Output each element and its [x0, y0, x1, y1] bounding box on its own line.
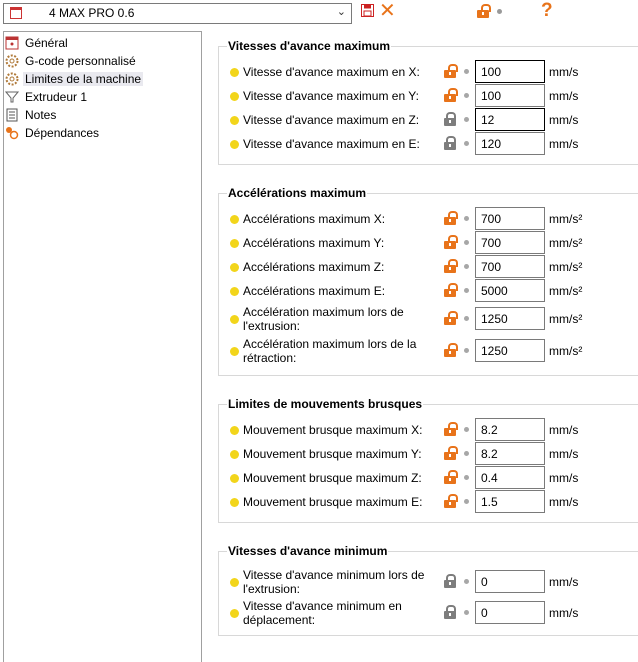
- unit-label: mm/s: [549, 423, 579, 437]
- status-dot-icon: [230, 215, 239, 224]
- lock-open-icon[interactable]: [444, 88, 456, 102]
- setting-label: Vitesse d'avance minimum en déplacement:: [243, 599, 402, 627]
- setting-label: Vitesse d'avance minimum lors de l'extrusion:: [243, 568, 425, 596]
- sidebar-item-extruder[interactable]: [5, 88, 87, 106]
- group-title: Limites de mouvements brusques: [228, 397, 423, 411]
- setting-label: Accélérations maximum Z:: [243, 260, 385, 274]
- lock-closed-icon[interactable]: [444, 574, 456, 588]
- status-dot-icon: [230, 68, 239, 77]
- setting-label: Mouvement brusque maximum E:: [243, 495, 423, 509]
- status-dot-icon: [230, 263, 239, 272]
- max-jerk-y-input[interactable]: [475, 442, 545, 465]
- status-dot-icon: [230, 287, 239, 296]
- setting-label: Accélération maximum lors de la rétraction:: [243, 337, 417, 365]
- unit-label: mm/s: [549, 471, 579, 485]
- reset-dot-icon[interactable]: [464, 451, 469, 456]
- setting-label: Mouvement brusque maximum X:: [243, 423, 423, 437]
- lock-open-icon[interactable]: [444, 343, 456, 357]
- cog-icon: [5, 72, 19, 86]
- sidebar-item-label: Notes: [25, 108, 57, 122]
- max-jerk-z-input[interactable]: [475, 466, 545, 489]
- unit-label: mm/s²: [549, 212, 583, 226]
- reset-dot-icon[interactable]: [464, 216, 469, 221]
- reset-dot-icon[interactable]: [464, 610, 469, 615]
- status-dot-icon: [230, 140, 239, 149]
- sidebar-item-label: Dépendances: [25, 126, 100, 140]
- max-accel-z-input[interactable]: [475, 255, 545, 278]
- unit-label: mm/s: [549, 113, 579, 127]
- setting-label: Accélérations maximum E:: [243, 284, 386, 298]
- status-dot-icon: [230, 92, 239, 101]
- setting-label: Vitesse d'avance maximum en Y:: [243, 89, 419, 103]
- printer-icon: [5, 36, 19, 50]
- reset-dot-icon[interactable]: [464, 499, 469, 504]
- unit-label: mm/s²: [549, 260, 583, 274]
- setting-label: Mouvement brusque maximum Y:: [243, 447, 422, 461]
- min-feedrate-travel-input[interactable]: [475, 601, 545, 624]
- lock-open-icon[interactable]: [477, 4, 489, 18]
- lock-closed-icon[interactable]: [444, 605, 456, 619]
- reset-dot-icon[interactable]: [464, 348, 469, 353]
- status-dot-icon: [230, 426, 239, 435]
- group-title: Accélérations maximum: [228, 186, 367, 200]
- sidebar-item-notes[interactable]: [5, 106, 56, 124]
- reset-dot-icon[interactable]: [464, 69, 469, 74]
- sidebar-item-dependencies[interactable]: [5, 124, 99, 142]
- reset-dot-icon[interactable]: [464, 427, 469, 432]
- status-dot-icon: [230, 609, 239, 618]
- status-dot-icon: [230, 347, 239, 356]
- lock-closed-icon[interactable]: [444, 136, 456, 150]
- group-title: Vitesses d'avance maximum: [228, 39, 391, 53]
- lock-open-icon[interactable]: [444, 494, 456, 508]
- status-dot-icon: [230, 474, 239, 483]
- reset-dot-icon[interactable]: [464, 141, 469, 146]
- system-value-dot-icon[interactable]: [497, 9, 502, 14]
- lock-closed-icon[interactable]: [444, 112, 456, 126]
- max-jerk-x-input[interactable]: [475, 418, 545, 441]
- status-dot-icon: [230, 116, 239, 125]
- unit-label: mm/s: [549, 65, 579, 79]
- status-dot-icon: [230, 239, 239, 248]
- max-feedrate-x-input[interactable]: [475, 60, 545, 83]
- sidebar-item-gcode[interactable]: [5, 52, 136, 70]
- lock-open-icon[interactable]: [444, 283, 456, 297]
- sidebar-item-label: Extrudeur 1: [25, 90, 88, 104]
- status-dot-icon: [230, 450, 239, 459]
- extruder-icon: [5, 90, 19, 104]
- reset-dot-icon[interactable]: [464, 579, 469, 584]
- unit-label: mm/s: [549, 495, 579, 509]
- unit-label: mm/s²: [549, 284, 583, 298]
- lock-open-icon[interactable]: [444, 422, 456, 436]
- chevron-down-icon[interactable]: ⌄: [336, 6, 346, 18]
- reset-dot-icon[interactable]: [464, 288, 469, 293]
- setting-label: Mouvement brusque maximum Z:: [243, 471, 422, 485]
- max-accel-e-input[interactable]: [475, 279, 545, 302]
- status-dot-icon: [230, 315, 239, 324]
- reset-dot-icon[interactable]: [464, 117, 469, 122]
- unit-label: mm/s: [549, 447, 579, 461]
- delete-icon[interactable]: ✕: [379, 0, 396, 22]
- help-icon[interactable]: ?: [541, 0, 553, 21]
- max-feedrate-y-input[interactable]: [475, 84, 545, 107]
- max-accel-y-input[interactable]: [475, 231, 545, 254]
- lock-open-icon[interactable]: [444, 211, 456, 225]
- lock-open-icon[interactable]: [444, 470, 456, 484]
- cog-icon: [5, 54, 19, 68]
- sidebar-item-general[interactable]: [5, 34, 68, 52]
- lock-open-icon[interactable]: [444, 259, 456, 273]
- status-dot-icon: [230, 498, 239, 507]
- reset-dot-icon[interactable]: [464, 240, 469, 245]
- max-accel-x-input[interactable]: [475, 207, 545, 230]
- setting-label: Vitesse d'avance maximum en E:: [243, 137, 420, 151]
- reset-dot-icon[interactable]: [464, 93, 469, 98]
- lock-open-icon[interactable]: [444, 64, 456, 78]
- lock-open-icon[interactable]: [444, 235, 456, 249]
- setting-label: Accélération maximum lors de l'extrusion:: [243, 305, 404, 333]
- max-feedrate-z-input[interactable]: [475, 108, 545, 131]
- max-accel-extruding-input[interactable]: [475, 307, 545, 330]
- lock-open-icon[interactable]: [444, 311, 456, 325]
- unit-label: mm/s: [549, 89, 579, 103]
- notes-icon: [5, 108, 19, 122]
- unit-label: mm/s: [549, 137, 579, 151]
- setting-label: Accélérations maximum Y:: [243, 236, 385, 250]
- unit-label: mm/s²: [549, 236, 583, 250]
- min-feedrate-extruding-input[interactable]: [475, 570, 545, 593]
- dependencies-icon: [5, 126, 19, 140]
- unit-label: mm/s²: [549, 312, 583, 326]
- reset-dot-icon[interactable]: [464, 475, 469, 480]
- setting-label: Accélérations maximum X:: [243, 212, 386, 226]
- reset-dot-icon[interactable]: [464, 264, 469, 269]
- unit-label: mm/s²: [549, 344, 583, 358]
- group-title: Vitesses d'avance minimum: [228, 544, 388, 558]
- setting-label: Vitesse d'avance maximum en X:: [243, 65, 420, 79]
- setting-label: Vitesse d'avance maximum en Z:: [243, 113, 420, 127]
- max-accel-retracting-input[interactable]: [475, 339, 545, 362]
- printer-icon: [10, 7, 22, 19]
- preset-dropdown[interactable]: [3, 3, 352, 24]
- save-icon[interactable]: [361, 4, 374, 17]
- sidebar-item-label: Général: [25, 36, 68, 50]
- lock-open-icon[interactable]: [444, 446, 456, 460]
- max-jerk-e-input[interactable]: [475, 490, 545, 513]
- preset-name: 4 MAX PRO 0.6: [49, 6, 135, 20]
- sidebar-item-label: Limites de la machine: [25, 72, 142, 86]
- max-feedrate-e-input[interactable]: [475, 132, 545, 155]
- unit-label: mm/s: [549, 606, 579, 620]
- reset-dot-icon[interactable]: [464, 316, 469, 321]
- sidebar-item-machine-limits[interactable]: [5, 70, 143, 88]
- status-dot-icon: [230, 578, 239, 587]
- unit-label: mm/s: [549, 575, 579, 589]
- sidebar-item-label: G-code personnalisé: [25, 54, 136, 68]
